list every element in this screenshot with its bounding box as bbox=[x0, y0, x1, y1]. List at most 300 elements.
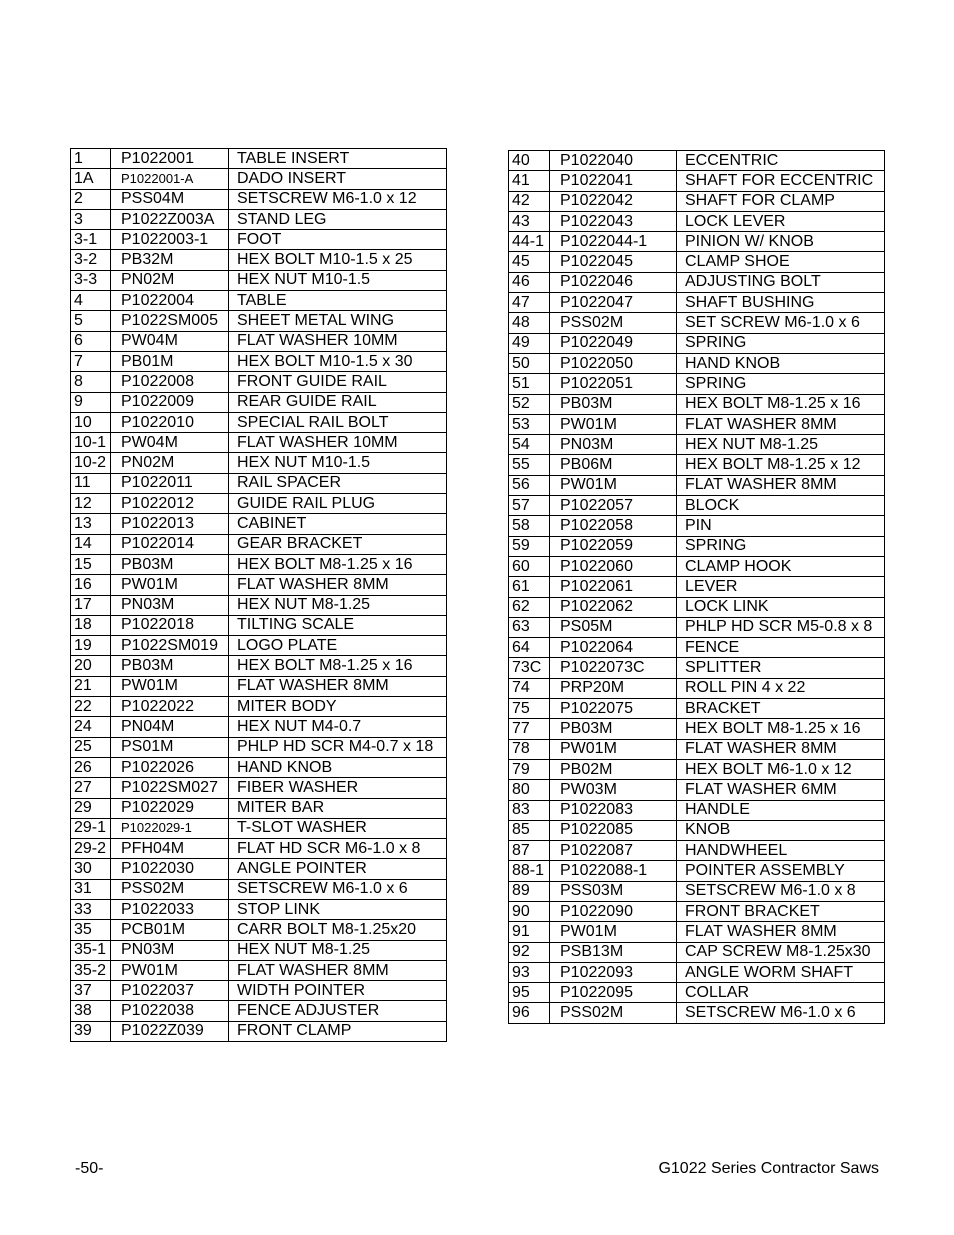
ref-cell: 3-3 bbox=[71, 270, 111, 290]
ref-cell: 35 bbox=[71, 920, 111, 940]
ref-cell: 73C bbox=[509, 658, 550, 678]
description-cell: DADO INSERT bbox=[229, 169, 447, 189]
table-row bbox=[509, 881, 885, 901]
table-row bbox=[71, 392, 447, 412]
part-number-cell: P1022001 bbox=[111, 149, 229, 169]
table-row bbox=[509, 435, 885, 455]
description-cell: WIDTH POINTER bbox=[229, 981, 447, 1001]
ref-cell: 10-1 bbox=[71, 433, 111, 453]
table-row bbox=[71, 879, 447, 899]
ref-cell: 57 bbox=[509, 496, 550, 516]
table-row bbox=[71, 1001, 447, 1021]
description-cell: PHLP HD SCR M4-0.7 x 18 bbox=[229, 737, 447, 757]
ref-cell: 30 bbox=[71, 859, 111, 879]
table-row bbox=[509, 272, 885, 292]
table-row bbox=[509, 759, 885, 779]
part-number-cell: PW01M bbox=[550, 922, 677, 942]
description-cell: ANGLE POINTER bbox=[229, 859, 447, 879]
ref-cell: 75 bbox=[509, 699, 550, 719]
ref-cell: 46 bbox=[509, 272, 550, 292]
table-row bbox=[71, 981, 447, 1001]
ref-cell: 6 bbox=[71, 331, 111, 351]
part-number-cell: PW01M bbox=[111, 575, 229, 595]
table-row bbox=[509, 556, 885, 576]
table-row bbox=[509, 516, 885, 536]
table-row bbox=[509, 983, 885, 1003]
part-number-cell: P1022045 bbox=[550, 252, 677, 272]
ref-cell: 78 bbox=[509, 739, 550, 759]
ref-cell: 24 bbox=[71, 717, 111, 737]
table-row bbox=[71, 351, 447, 371]
ref-cell: 10 bbox=[71, 412, 111, 432]
table-row bbox=[509, 171, 885, 191]
part-number-cell: P1022051 bbox=[550, 374, 677, 394]
table-row bbox=[509, 861, 885, 881]
part-number-cell: P1022012 bbox=[111, 494, 229, 514]
description-cell: SHAFT BUSHING bbox=[677, 293, 885, 313]
description-cell: LOCK LEVER bbox=[677, 211, 885, 231]
table-row bbox=[509, 1003, 885, 1023]
table-row bbox=[71, 920, 447, 940]
ref-cell: 53 bbox=[509, 414, 550, 434]
description-cell: FLAT WASHER 8MM bbox=[677, 414, 885, 434]
part-number-cell: P1022040 bbox=[550, 151, 677, 171]
description-cell: ECCENTRIC bbox=[677, 151, 885, 171]
part-number-cell: P1022014 bbox=[111, 534, 229, 554]
description-cell: HEX BOLT M8-1.25 x 16 bbox=[677, 719, 885, 739]
ref-cell: 87 bbox=[509, 841, 550, 861]
ref-cell: 50 bbox=[509, 353, 550, 373]
part-number-cell: P1022037 bbox=[111, 981, 229, 1001]
description-cell: CLAMP HOOK bbox=[677, 556, 885, 576]
table-row bbox=[71, 595, 447, 615]
ref-cell: 55 bbox=[509, 455, 550, 475]
part-number-cell: P1022062 bbox=[550, 597, 677, 617]
description-cell: HEX BOLT M10-1.5 x 25 bbox=[229, 250, 447, 270]
table-row bbox=[71, 737, 447, 757]
table-row bbox=[71, 554, 447, 574]
table-row bbox=[71, 676, 447, 696]
table-row bbox=[509, 800, 885, 820]
part-number-cell: P1022029-1 bbox=[111, 818, 229, 838]
table-row bbox=[71, 960, 447, 980]
part-number-cell: P1022010 bbox=[111, 412, 229, 432]
description-cell: SPECIAL RAIL BOLT bbox=[229, 412, 447, 432]
part-number-cell: P1022090 bbox=[550, 901, 677, 921]
part-number-cell: P1022009 bbox=[111, 392, 229, 412]
description-cell: FENCE bbox=[677, 638, 885, 658]
ref-cell: 18 bbox=[71, 615, 111, 635]
table-row bbox=[509, 394, 885, 414]
part-number-cell: P1022059 bbox=[550, 536, 677, 556]
part-number-cell: P1022043 bbox=[550, 211, 677, 231]
ref-cell: 95 bbox=[509, 983, 550, 1003]
ref-cell: 39 bbox=[71, 1021, 111, 1041]
part-number-cell: PW01M bbox=[550, 739, 677, 759]
ref-cell: 29-2 bbox=[71, 839, 111, 859]
part-number-cell: PS05M bbox=[550, 617, 677, 637]
ref-cell: 4 bbox=[71, 291, 111, 311]
description-cell: ROLL PIN 4 x 22 bbox=[677, 678, 885, 698]
ref-cell: 35-1 bbox=[71, 940, 111, 960]
ref-cell: 48 bbox=[509, 313, 550, 333]
ref-cell: 56 bbox=[509, 475, 550, 495]
part-number-cell: PW04M bbox=[111, 433, 229, 453]
table-row bbox=[509, 719, 885, 739]
part-number-cell: P1022057 bbox=[550, 496, 677, 516]
part-number-cell: P1022047 bbox=[550, 293, 677, 313]
table-row bbox=[509, 699, 885, 719]
ref-cell: 60 bbox=[509, 556, 550, 576]
ref-cell: 42 bbox=[509, 191, 550, 211]
part-number-cell: P1022088-1 bbox=[550, 861, 677, 881]
description-cell: SETSCREW M6-1.0 x 6 bbox=[677, 1003, 885, 1023]
table-row bbox=[71, 270, 447, 290]
part-number-cell: P1022095 bbox=[550, 983, 677, 1003]
table-row bbox=[71, 169, 447, 189]
table-row bbox=[71, 473, 447, 493]
ref-cell: 45 bbox=[509, 252, 550, 272]
table-row bbox=[71, 149, 447, 169]
part-number-cell: P1022011 bbox=[111, 473, 229, 493]
description-cell: HEX BOLT M6-1.0 x 12 bbox=[677, 759, 885, 779]
parts-table-left-body bbox=[71, 149, 447, 1042]
table-row bbox=[509, 678, 885, 698]
part-number-cell: P1022061 bbox=[550, 577, 677, 597]
description-cell: PINION W/ KNOB bbox=[677, 232, 885, 252]
part-number-cell: P1022046 bbox=[550, 272, 677, 292]
description-cell: ADJUSTING BOLT bbox=[677, 272, 885, 292]
ref-cell: 63 bbox=[509, 617, 550, 637]
ref-cell: 14 bbox=[71, 534, 111, 554]
ref-cell: 83 bbox=[509, 800, 550, 820]
part-number-cell: PB03M bbox=[550, 394, 677, 414]
part-number-cell: PS01M bbox=[111, 737, 229, 757]
table-row bbox=[71, 615, 447, 635]
page-number: -50- bbox=[75, 1160, 104, 1177]
part-number-cell: P1022044-1 bbox=[550, 232, 677, 252]
ref-cell: 37 bbox=[71, 981, 111, 1001]
table-row bbox=[509, 841, 885, 861]
table-row bbox=[71, 1021, 447, 1041]
description-cell: LOGO PLATE bbox=[229, 636, 447, 656]
part-number-cell: P1022049 bbox=[550, 333, 677, 353]
description-cell: KNOB bbox=[677, 820, 885, 840]
part-number-cell: PB03M bbox=[550, 719, 677, 739]
ref-cell: 11 bbox=[71, 473, 111, 493]
part-number-cell: P1022Z039 bbox=[111, 1021, 229, 1041]
table-row bbox=[509, 780, 885, 800]
ref-cell: 1A bbox=[71, 169, 111, 189]
part-number-cell: P1022087 bbox=[550, 841, 677, 861]
part-number-cell: PB02M bbox=[550, 759, 677, 779]
ref-cell: 29-1 bbox=[71, 818, 111, 838]
description-cell: SHAFT FOR CLAMP bbox=[677, 191, 885, 211]
table-row bbox=[71, 757, 447, 777]
table-row bbox=[71, 839, 447, 859]
table-row bbox=[71, 189, 447, 209]
ref-cell: 10-2 bbox=[71, 453, 111, 473]
parts-table-right-body bbox=[509, 151, 885, 1024]
description-cell: CARR BOLT M8-1.25x20 bbox=[229, 920, 447, 940]
part-number-cell: PN03M bbox=[550, 435, 677, 455]
description-cell: HEX NUT M4-0.7 bbox=[229, 717, 447, 737]
description-cell: HEX NUT M8-1.25 bbox=[229, 595, 447, 615]
part-number-cell: P1022050 bbox=[550, 353, 677, 373]
description-cell: T-SLOT WASHER bbox=[229, 818, 447, 838]
description-cell: HEX NUT M8-1.25 bbox=[229, 940, 447, 960]
ref-cell: 96 bbox=[509, 1003, 550, 1023]
table-row bbox=[71, 311, 447, 331]
part-number-cell: P1022SM019 bbox=[111, 636, 229, 656]
ref-cell: 13 bbox=[71, 514, 111, 534]
description-cell: SETSCREW M6-1.0 x 12 bbox=[229, 189, 447, 209]
ref-cell: 38 bbox=[71, 1001, 111, 1021]
part-number-cell: PW01M bbox=[111, 676, 229, 696]
ref-cell: 31 bbox=[71, 879, 111, 899]
description-cell: FRONT BRACKET bbox=[677, 901, 885, 921]
description-cell: HAND KNOB bbox=[677, 353, 885, 373]
table-row bbox=[71, 514, 447, 534]
part-number-cell: PSS03M bbox=[550, 881, 677, 901]
ref-cell: 88-1 bbox=[509, 861, 550, 881]
table-row bbox=[71, 433, 447, 453]
ref-cell: 47 bbox=[509, 293, 550, 313]
table-row bbox=[71, 940, 447, 960]
table-row bbox=[509, 901, 885, 921]
part-number-cell: P1022001-A bbox=[111, 169, 229, 189]
table-row bbox=[509, 962, 885, 982]
table-row bbox=[509, 820, 885, 840]
description-cell: HEX BOLT M8-1.25 x 12 bbox=[677, 455, 885, 475]
table-row bbox=[509, 211, 885, 231]
description-cell: TILTING SCALE bbox=[229, 615, 447, 635]
description-cell: TABLE INSERT bbox=[229, 149, 447, 169]
ref-cell: 40 bbox=[509, 151, 550, 171]
ref-cell: 52 bbox=[509, 394, 550, 414]
part-number-cell: PN04M bbox=[111, 717, 229, 737]
ref-cell: 79 bbox=[509, 759, 550, 779]
description-cell: FLAT WASHER 6MM bbox=[677, 780, 885, 800]
part-number-cell: P1022SM027 bbox=[111, 778, 229, 798]
ref-cell: 93 bbox=[509, 962, 550, 982]
part-number-cell: P1022018 bbox=[111, 615, 229, 635]
table-row bbox=[509, 617, 885, 637]
part-number-cell: PSS04M bbox=[111, 189, 229, 209]
table-row bbox=[509, 374, 885, 394]
description-cell: RAIL SPACER bbox=[229, 473, 447, 493]
part-number-cell: P1022042 bbox=[550, 191, 677, 211]
table-row bbox=[71, 230, 447, 250]
description-cell: FIBER WASHER bbox=[229, 778, 447, 798]
description-cell: FENCE ADJUSTER bbox=[229, 1001, 447, 1021]
ref-cell: 33 bbox=[71, 899, 111, 919]
ref-cell: 91 bbox=[509, 922, 550, 942]
part-number-cell: PB01M bbox=[111, 351, 229, 371]
table-row bbox=[509, 922, 885, 942]
ref-cell: 16 bbox=[71, 575, 111, 595]
table-row bbox=[71, 818, 447, 838]
description-cell: HAND KNOB bbox=[229, 757, 447, 777]
table-row bbox=[71, 534, 447, 554]
table-row bbox=[71, 412, 447, 432]
parts-table-right bbox=[508, 150, 885, 1024]
description-cell: PHLP HD SCR M5-0.8 x 8 bbox=[677, 617, 885, 637]
ref-cell: 90 bbox=[509, 901, 550, 921]
ref-cell: 3 bbox=[71, 209, 111, 229]
table-row bbox=[71, 717, 447, 737]
description-cell: FOOT bbox=[229, 230, 447, 250]
ref-cell: 61 bbox=[509, 577, 550, 597]
description-cell: HEX BOLT M8-1.25 x 16 bbox=[677, 394, 885, 414]
table-row bbox=[509, 333, 885, 353]
table-row bbox=[71, 778, 447, 798]
description-cell: BRACKET bbox=[677, 699, 885, 719]
table-row bbox=[509, 597, 885, 617]
table-row bbox=[71, 697, 447, 717]
table-row bbox=[509, 739, 885, 759]
description-cell: HEX NUT M8-1.25 bbox=[677, 435, 885, 455]
ref-cell: 29 bbox=[71, 798, 111, 818]
part-number-cell: PW01M bbox=[550, 414, 677, 434]
description-cell: SHEET METAL WING bbox=[229, 311, 447, 331]
part-number-cell: P1022093 bbox=[550, 962, 677, 982]
part-number-cell: PSS02M bbox=[550, 313, 677, 333]
ref-cell: 1 bbox=[71, 149, 111, 169]
part-number-cell: P1022022 bbox=[111, 697, 229, 717]
part-number-cell: P1022Z003A bbox=[111, 209, 229, 229]
ref-cell: 62 bbox=[509, 597, 550, 617]
part-number-cell: P1022038 bbox=[111, 1001, 229, 1021]
part-number-cell: PB32M bbox=[111, 250, 229, 270]
part-number-cell: PN02M bbox=[111, 270, 229, 290]
description-cell: TABLE bbox=[229, 291, 447, 311]
table-row bbox=[71, 899, 447, 919]
part-number-cell: PB03M bbox=[111, 656, 229, 676]
part-number-cell: PB03M bbox=[111, 554, 229, 574]
table-row bbox=[509, 414, 885, 434]
description-cell: SPLITTER bbox=[677, 658, 885, 678]
ref-cell: 80 bbox=[509, 780, 550, 800]
description-cell: FLAT WASHER 10MM bbox=[229, 433, 447, 453]
table-row bbox=[509, 475, 885, 495]
table-row bbox=[509, 151, 885, 171]
part-number-cell: P1022033 bbox=[111, 899, 229, 919]
description-cell: FRONT CLAMP bbox=[229, 1021, 447, 1041]
table-row bbox=[509, 638, 885, 658]
description-cell: CABINET bbox=[229, 514, 447, 534]
part-number-cell: P1022073C bbox=[550, 658, 677, 678]
ref-cell: 5 bbox=[71, 311, 111, 331]
part-number-cell: P1022008 bbox=[111, 372, 229, 392]
table-row bbox=[509, 313, 885, 333]
description-cell: FLAT WASHER 8MM bbox=[229, 960, 447, 980]
description-cell: HANDWHEEL bbox=[677, 841, 885, 861]
table-row bbox=[509, 658, 885, 678]
part-number-cell: P1022064 bbox=[550, 638, 677, 658]
ref-cell: 15 bbox=[71, 554, 111, 574]
description-cell: FRONT GUIDE RAIL bbox=[229, 372, 447, 392]
parts-table-left bbox=[70, 148, 447, 1042]
description-cell: MITER BAR bbox=[229, 798, 447, 818]
description-cell: PIN bbox=[677, 516, 885, 536]
description-cell: POINTER ASSEMBLY bbox=[677, 861, 885, 881]
part-number-cell: P1022003-1 bbox=[111, 230, 229, 250]
part-number-cell: P1022060 bbox=[550, 556, 677, 576]
table-row bbox=[509, 353, 885, 373]
description-cell: HEX BOLT M10-1.5 x 30 bbox=[229, 351, 447, 371]
ref-cell: 2 bbox=[71, 189, 111, 209]
part-number-cell: PW01M bbox=[550, 475, 677, 495]
part-number-cell: P1022083 bbox=[550, 800, 677, 820]
ref-cell: 20 bbox=[71, 656, 111, 676]
part-number-cell: P1022013 bbox=[111, 514, 229, 534]
description-cell: CAP SCREW M8-1.25x30 bbox=[677, 942, 885, 962]
ref-cell: 64 bbox=[509, 638, 550, 658]
ref-cell: 3-2 bbox=[71, 250, 111, 270]
ref-cell: 51 bbox=[509, 374, 550, 394]
ref-cell: 43 bbox=[509, 211, 550, 231]
part-number-cell: PSB13M bbox=[550, 942, 677, 962]
description-cell: LEVER bbox=[677, 577, 885, 597]
description-cell: FLAT WASHER 8MM bbox=[229, 676, 447, 696]
ref-cell: 89 bbox=[509, 881, 550, 901]
description-cell: FLAT WASHER 8MM bbox=[229, 575, 447, 595]
ref-cell: 21 bbox=[71, 676, 111, 696]
description-cell: SPRING bbox=[677, 333, 885, 353]
ref-cell: 19 bbox=[71, 636, 111, 656]
part-number-cell: PRP20M bbox=[550, 678, 677, 698]
ref-cell: 41 bbox=[509, 171, 550, 191]
table-row bbox=[71, 636, 447, 656]
table-row bbox=[71, 250, 447, 270]
part-number-cell: PB06M bbox=[550, 455, 677, 475]
description-cell: FLAT WASHER 10MM bbox=[229, 331, 447, 351]
description-cell: STAND LEG bbox=[229, 209, 447, 229]
part-number-cell: P1022004 bbox=[111, 291, 229, 311]
table-row bbox=[71, 209, 447, 229]
part-number-cell: P1022030 bbox=[111, 859, 229, 879]
description-cell: ANGLE WORM SHAFT bbox=[677, 962, 885, 982]
ref-cell: 54 bbox=[509, 435, 550, 455]
table-row bbox=[71, 859, 447, 879]
ref-cell: 49 bbox=[509, 333, 550, 353]
description-cell: SHAFT FOR ECCENTRIC bbox=[677, 171, 885, 191]
footer-title: G1022 Series Contractor Saws bbox=[658, 1160, 879, 1177]
ref-cell: 7 bbox=[71, 351, 111, 371]
ref-cell: 27 bbox=[71, 778, 111, 798]
ref-cell: 44-1 bbox=[509, 232, 550, 252]
part-number-cell: P1022075 bbox=[550, 699, 677, 719]
part-number-cell: P1022085 bbox=[550, 820, 677, 840]
description-cell: COLLAR bbox=[677, 983, 885, 1003]
table-row bbox=[71, 494, 447, 514]
description-cell: HEX BOLT M8-1.25 x 16 bbox=[229, 554, 447, 574]
part-number-cell: PW04M bbox=[111, 331, 229, 351]
table-row bbox=[71, 798, 447, 818]
ref-cell: 9 bbox=[71, 392, 111, 412]
part-number-cell: PN02M bbox=[111, 453, 229, 473]
description-cell: SPRING bbox=[677, 374, 885, 394]
table-row bbox=[509, 232, 885, 252]
ref-cell: 85 bbox=[509, 820, 550, 840]
part-number-cell: PN03M bbox=[111, 940, 229, 960]
description-cell: HANDLE bbox=[677, 800, 885, 820]
table-row bbox=[509, 942, 885, 962]
ref-cell: 8 bbox=[71, 372, 111, 392]
part-number-cell: P1022SM005 bbox=[111, 311, 229, 331]
description-cell: FLAT HD SCR M6-1.0 x 8 bbox=[229, 839, 447, 859]
